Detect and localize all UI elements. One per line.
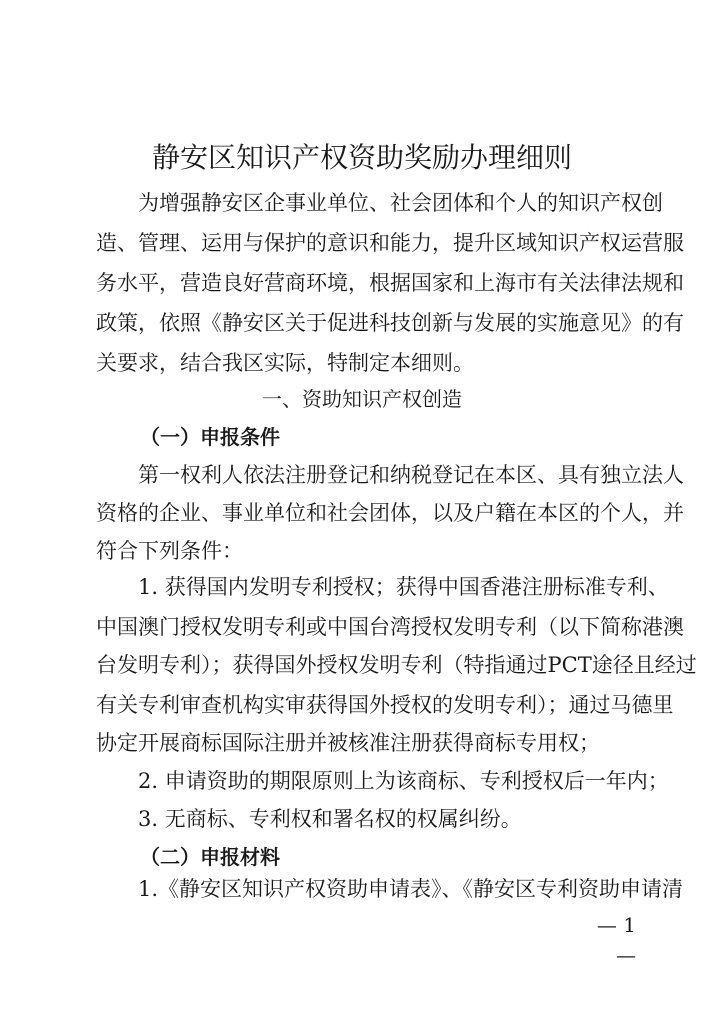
intro-line: 造、管理、运用与保护的意识和能力，提升区域知识产权运营服: [96, 231, 684, 255]
paragraph-line: 符合下列条件：: [96, 539, 243, 563]
document-title: 静安区知识产权资助奖励办理细则: [151, 141, 572, 174]
list-item-line: 中国澳门授权发明专利或中国台湾授权发明专利（以下简称港澳: [96, 615, 684, 639]
intro-line: 关要求，结合我区实际，特制定本细则。: [96, 351, 474, 375]
list-item-line: 台发明专利）；获得国外授权发明专利（特指通过PCT途径且经过: [96, 653, 697, 677]
list-item-line: 有关专利审查机构实审获得国外授权的发明专利）；通过马德里: [96, 693, 674, 717]
list-item: 2. 申请资助的期限原则上为该商标、专利授权后一年内；: [138, 769, 669, 793]
paragraph-line: 资格的企业、事业单位和社会团体，以及户籍在本区的个人，并: [96, 501, 684, 525]
intro-line: 为增强静安区企事业单位、社会团体和个人的知识产权创: [138, 191, 663, 215]
list-item: 3. 无商标、专利权和署名权的权属纠纷。: [138, 807, 522, 831]
list-item-line: 协定开展商标国际注册并被核准注册获得商标专用权；: [96, 731, 600, 755]
intro-line: 务水平，营造良好营商环境，根据国家和上海市有关法律法规和: [96, 271, 684, 295]
intro-line: 政策，依照《静安区关于促进科技创新与发展的实施意见》的有: [96, 311, 684, 335]
subsection-heading: （二）申报材料: [140, 845, 280, 869]
list-item-line: 1.《静安区知识产权资助申请表》、《静安区专利资助申请清: [138, 877, 684, 901]
page-number: — 1 —: [596, 913, 636, 967]
paragraph-line: 第一权利人依法注册登记和纳税登记在本区、具有独立法人: [138, 463, 684, 487]
list-item-line: 1. 获得国内发明专利授权；获得中国香港注册标准专利、: [138, 575, 669, 599]
section-heading: 一、资助知识产权创造: [262, 387, 462, 411]
subsection-heading: （一）申报条件: [140, 425, 280, 449]
